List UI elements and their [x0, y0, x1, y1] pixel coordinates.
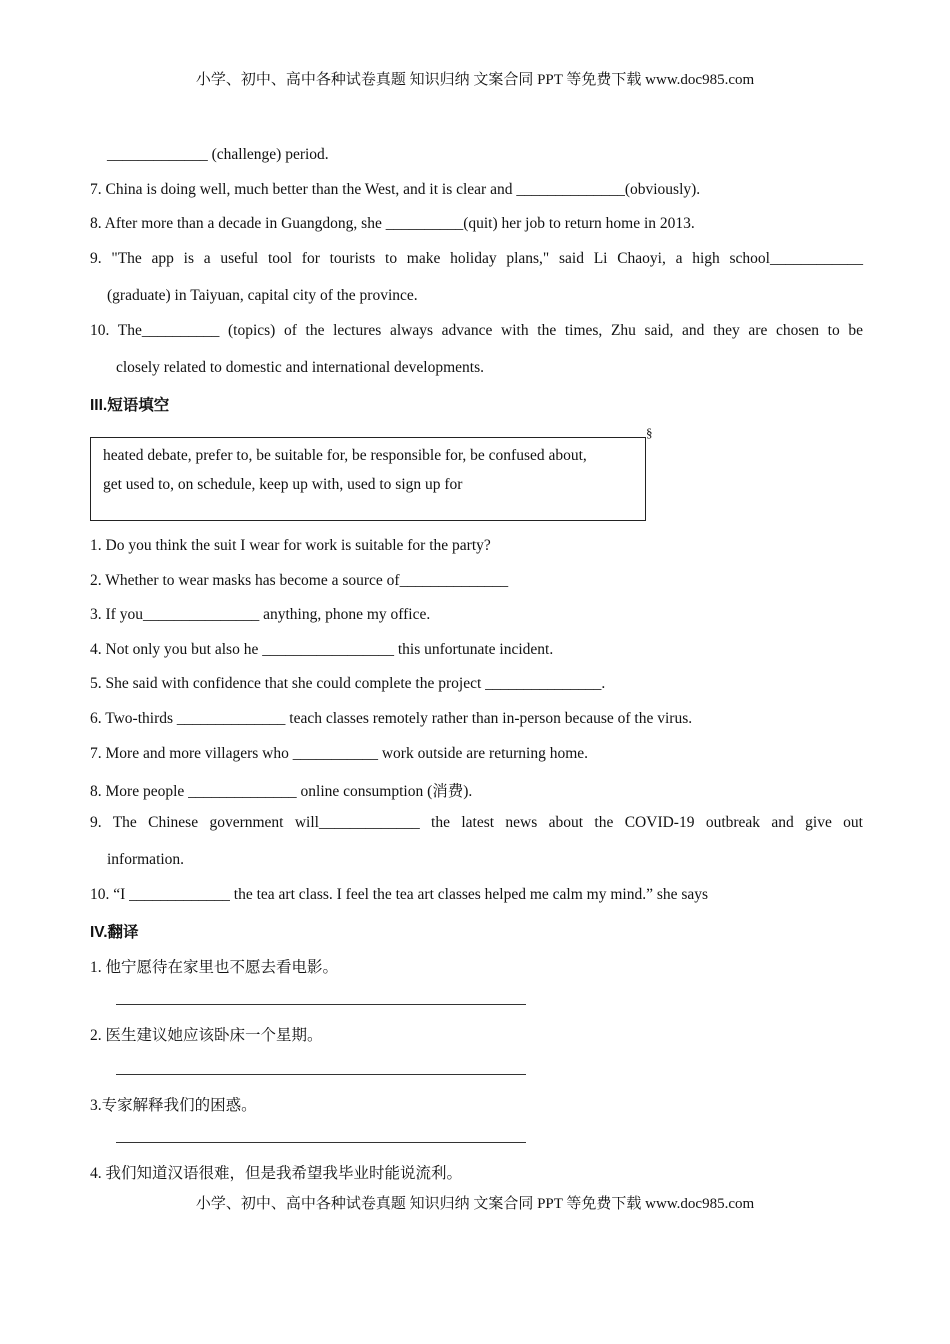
question-6-continuation: _____________ (challenge) period. [107, 146, 329, 163]
question-10-line1: 10. The__________ (topics) of the lectures always advance with the times, Zhu said, and they are chosen to be [90, 322, 863, 339]
translation-question-2: 2. 医生建议她应该卧床一个星期。 [90, 1027, 323, 1044]
translation-question-4: 4. 我们知道汉语很难，但是我希望我毕业时能说流利。 [90, 1165, 463, 1182]
phrase-question-10: 10. “I _____________ the tea art class. I feel the tea art classes helped me calm my mind.” she says [90, 886, 709, 903]
phrase-question-3: 3. If you_______________ anything, phone my office. [90, 606, 431, 623]
page-footer: 小学、初中、高中各种试卷真题 知识归纳 文案合同 PPT 等免费下载 www.doc985.com [195, 1196, 755, 1212]
question-8: 8. After more than a decade in Guangdong, she __________(quit) her job to return home in 2013. [90, 215, 695, 232]
phrase-question-9-line2: information. [107, 851, 185, 868]
phrase-bank-box [90, 437, 646, 521]
translation-question-1: 1. 他宁愿待在家里也不愿去看电影。 [90, 959, 339, 976]
section-title-translation: IV.翻译 [90, 924, 139, 941]
answer-line-3[interactable] [116, 1142, 526, 1143]
question-9-line2: (graduate) in Taiyuan, capital city of the province. [107, 287, 418, 304]
answer-line-2[interactable] [116, 1074, 526, 1075]
phrase-question-8: 8. More people ______________ online consumption (消费). [90, 783, 473, 800]
phrase-question-7: 7. More and more villagers who ___________ work outside are returning home. [90, 745, 589, 762]
phrase-question-2: 2. Whether to wear masks has become a source of______________ [90, 572, 509, 589]
phrase-question-5: 5. She said with confidence that she could complete the project _______________. [90, 675, 606, 692]
phrase-question-4: 4. Not only you but also he _________________ this unfortunate incident. [90, 641, 554, 658]
phrase-question-9-line1: 9. The Chinese government will_____________ the latest news about the COVID-19 outbreak and give out [90, 814, 863, 831]
phrase-question-6: 6. Two-thirds ______________ teach classes remotely rather than in-person because of the virus. [90, 710, 693, 727]
phrase-bank-line1: heated debate, prefer to, be suitable for, be responsible for, be confused about, [103, 447, 587, 464]
question-9-line1: 9. "The app is a useful tool for tourists to make holiday plans," said Li Chaoyi, a high school____________ [90, 250, 863, 267]
phrase-question-1: 1. Do you think the suit I wear for work is suitable for the party? [90, 537, 491, 554]
section-mark: § [646, 425, 653, 440]
answer-line-1[interactable] [116, 1004, 526, 1005]
section-title-phrases: III.短语填空 [90, 397, 170, 414]
translation-question-3: 3.专家解释我们的困惑。 [90, 1097, 257, 1114]
question-7: 7. China is doing well, much better than the West, and it is clear and ______________(obviously). [90, 181, 701, 198]
phrase-bank-line2: get used to, on schedule, keep up with, used to sign up for [103, 476, 463, 493]
question-10-line2: closely related to domestic and international developments. [116, 359, 485, 376]
page-header: 小学、初中、高中各种试卷真题 知识归纳 文案合同 PPT 等免费下载 www.doc985.com [195, 72, 755, 88]
